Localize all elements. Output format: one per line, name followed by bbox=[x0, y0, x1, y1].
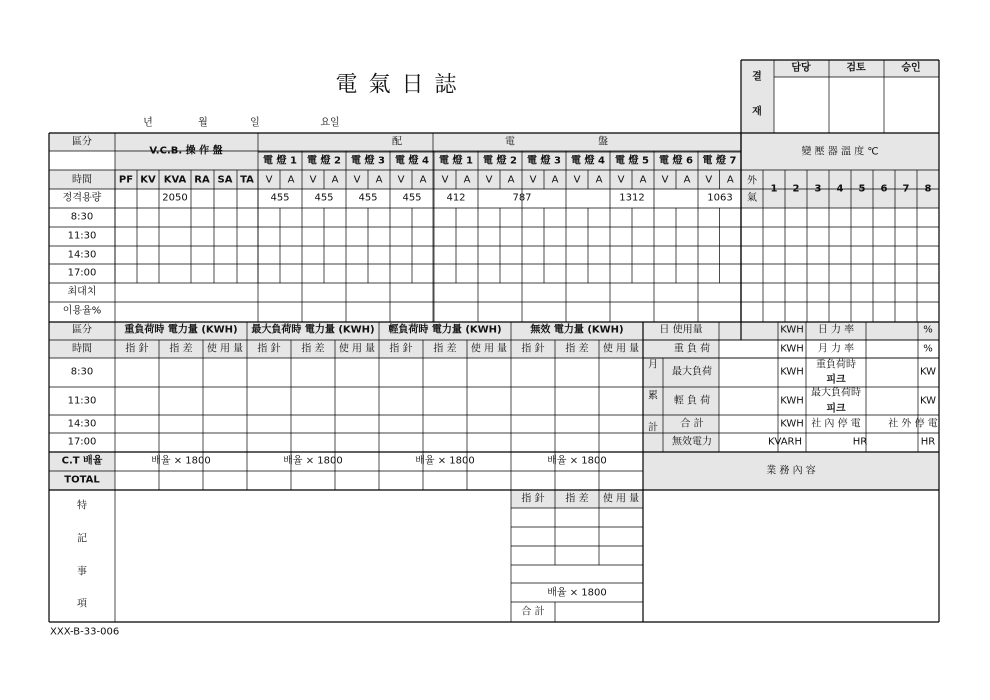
ct-multiplier-3: 배율 × 1800 bbox=[415, 455, 475, 467]
distribution-char-1: 配 bbox=[392, 136, 402, 148]
sub-col-3-1: 指 差 bbox=[565, 343, 589, 355]
notes-char-4: 項 bbox=[77, 598, 87, 610]
rated-panel-5: 412 bbox=[446, 192, 466, 204]
approval-label-2: 재 bbox=[752, 106, 762, 118]
ampere-col: A bbox=[419, 174, 427, 186]
sub-col-2-0: 指 針 bbox=[389, 343, 413, 355]
division-label: 區分 bbox=[72, 136, 92, 148]
item-light: 輕 負 荷 bbox=[673, 395, 711, 407]
sub-col-2-2: 使 用 量 bbox=[470, 343, 508, 355]
panel-label-3: 電 燈 3 bbox=[351, 155, 385, 167]
work-content-header: 業 務 內 容 bbox=[766, 465, 816, 477]
peak-label-2: 피크 bbox=[826, 403, 846, 415]
unit-pct-0: % bbox=[923, 324, 933, 336]
peak-label-1: 피크 bbox=[826, 374, 846, 386]
temp-col-5: 5 bbox=[858, 183, 866, 195]
rated-panel-1: 455 bbox=[270, 192, 290, 204]
panel-label-5: 電 燈 1 bbox=[439, 155, 473, 167]
rated-panel-6: 787 bbox=[512, 192, 532, 204]
top-row-label-0: 정격용량 bbox=[62, 192, 102, 204]
unit-pct-1: % bbox=[923, 343, 933, 355]
month-cum-char-1: 月 bbox=[648, 359, 658, 371]
monthly-pf-label: 月 力 率 bbox=[817, 343, 855, 355]
unit-hr-1: HR bbox=[852, 436, 868, 448]
notes-sub-col-0: 指 針 bbox=[521, 493, 545, 505]
time-label: 時間 bbox=[72, 174, 92, 186]
vcb-col-4: SA bbox=[217, 174, 233, 186]
vcb-col-2: KVA bbox=[163, 174, 187, 186]
top-row-label-4: 17:00 bbox=[67, 267, 97, 279]
total-label: TOTAL bbox=[64, 474, 100, 486]
unit-kwh-0: KWH bbox=[780, 324, 804, 336]
panel-label-4: 電 燈 4 bbox=[395, 155, 429, 167]
top-row-label-6: 이용율% bbox=[62, 305, 102, 317]
rated-panel-4: 455 bbox=[402, 192, 422, 204]
temp-col-8: 8 bbox=[924, 183, 932, 195]
ampere-col: A bbox=[726, 174, 734, 186]
vcb-col-0: PF bbox=[118, 174, 134, 186]
voltage-col: V bbox=[265, 174, 273, 186]
peak-heavy-label: 重負荷時 bbox=[816, 359, 856, 371]
date-month-label: 월 bbox=[198, 117, 208, 129]
ampere-col: A bbox=[683, 174, 691, 186]
ct-multiplier-4: 배율 × 1800 bbox=[547, 455, 607, 467]
peak-max-label: 最大負荷時 bbox=[811, 387, 861, 399]
bottom-row-label-2: 14:30 bbox=[67, 418, 97, 430]
form-code: XXX-B-33-006 bbox=[50, 626, 120, 638]
ampere-col: A bbox=[463, 174, 471, 186]
ampere-col: A bbox=[507, 174, 515, 186]
approval-col-1: 담당 bbox=[791, 62, 811, 74]
item-total: 合 計 bbox=[680, 418, 704, 430]
daily-use-label: 日 使用量 bbox=[659, 324, 703, 336]
outside-char-1: 外 bbox=[747, 175, 757, 187]
panel-label-6: 電 燈 2 bbox=[483, 155, 517, 167]
approval-col-2: 검토 bbox=[846, 62, 866, 74]
item-heavy: 重 負 荷 bbox=[673, 343, 711, 355]
unit-kw-1: KW bbox=[919, 366, 937, 378]
temp-col-3: 3 bbox=[814, 183, 822, 195]
ampere-col: A bbox=[551, 174, 559, 186]
unit-kw-2: KW bbox=[919, 395, 937, 407]
rated-panel-7: 1312 bbox=[619, 192, 645, 204]
item-reactive: 無效電力 bbox=[672, 436, 712, 448]
voltage-col: V bbox=[573, 174, 581, 186]
unit-hr-2: HR bbox=[920, 436, 936, 448]
external-outage-label: 社 外 停 電 bbox=[888, 418, 938, 430]
ct-multiplier-2: 배율 × 1800 bbox=[283, 455, 343, 467]
energy-group-1: 重負荷時 電力量 (KWH) bbox=[124, 324, 238, 336]
rated-panel-2: 455 bbox=[314, 192, 334, 204]
bottom-row-label-0: 8:30 bbox=[70, 366, 94, 378]
outside-char-2: 氣 bbox=[747, 192, 757, 204]
vcb-header: V.C.B. 操 作 盤 bbox=[149, 145, 223, 157]
panel-label-2: 電 燈 2 bbox=[307, 155, 341, 167]
voltage-col: V bbox=[397, 174, 405, 186]
rated-panel-8: 1063 bbox=[707, 192, 733, 204]
unit-kwh-1: KWH bbox=[780, 343, 804, 355]
energy-group-3: 輕負荷時 電力量 (KWH) bbox=[388, 324, 502, 336]
voltage-col: V bbox=[617, 174, 625, 186]
temp-col-7: 7 bbox=[902, 183, 910, 195]
ampere-col: A bbox=[331, 174, 339, 186]
notes-sub-col-1: 指 差 bbox=[565, 493, 589, 505]
sub-col-0-1: 指 差 bbox=[169, 343, 193, 355]
notes-multiplier: 배율 × 1800 bbox=[547, 587, 607, 599]
voltage-col: V bbox=[529, 174, 537, 186]
notes-sum-label: 合 計 bbox=[521, 606, 545, 618]
sub-col-0-0: 指 針 bbox=[125, 343, 149, 355]
internal-outage-label: 社 內 停 電 bbox=[811, 418, 861, 430]
rated-panel-3: 455 bbox=[358, 192, 378, 204]
unit-kwh-4: KWH bbox=[780, 418, 804, 430]
daily-pf-label: 日 力 率 bbox=[817, 324, 855, 336]
ampere-col: A bbox=[595, 174, 603, 186]
sub-col-3-2: 使 用 量 bbox=[602, 343, 640, 355]
temp-col-6: 6 bbox=[880, 183, 888, 195]
temp-col-1: 1 bbox=[770, 183, 778, 195]
voltage-col: V bbox=[441, 174, 449, 186]
voltage-col: V bbox=[353, 174, 361, 186]
unit-kwh-2: KWH bbox=[780, 366, 804, 378]
vcb-col-5: TA bbox=[240, 174, 254, 186]
approval-label-1: 결 bbox=[752, 71, 762, 83]
sub-col-3-0: 指 針 bbox=[521, 343, 545, 355]
top-row-label-2: 11:30 bbox=[67, 230, 97, 242]
vcb-col-3: RA bbox=[194, 174, 210, 186]
sub-col-1-1: 指 差 bbox=[301, 343, 325, 355]
distribution-char-3: 盤 bbox=[598, 136, 608, 148]
ampere-col: A bbox=[375, 174, 383, 186]
panel-label-10: 電 燈 6 bbox=[659, 155, 693, 167]
notes-char-2: 記 bbox=[77, 533, 87, 545]
ampere-col: A bbox=[287, 174, 295, 186]
sub-col-2-1: 指 差 bbox=[433, 343, 457, 355]
division-label-2: 區分 bbox=[72, 324, 92, 336]
unit-kwh-3: KWH bbox=[780, 395, 804, 407]
bottom-row-label-1: 11:30 bbox=[67, 395, 97, 407]
ampere-col: A bbox=[639, 174, 647, 186]
bottom-row-label-3: 17:00 bbox=[67, 436, 97, 448]
date-year-label: 년 bbox=[143, 117, 153, 129]
notes-char-3: 事 bbox=[77, 566, 87, 578]
voltage-col: V bbox=[705, 174, 713, 186]
date-weekday-label: 요일 bbox=[320, 117, 340, 129]
panel-label-1: 電 燈 1 bbox=[263, 155, 297, 167]
notes-char-1: 特 bbox=[77, 500, 87, 512]
top-row-label-5: 최대치 bbox=[67, 286, 97, 298]
transformer-temp-header: 變 壓 器 溫 度 ℃ bbox=[801, 146, 879, 158]
energy-group-4: 無效 電力量 (KWH) bbox=[530, 324, 624, 336]
vcb-col-1: KV bbox=[140, 174, 156, 186]
voltage-col: V bbox=[661, 174, 669, 186]
temp-col-4: 4 bbox=[836, 183, 844, 195]
sub-col-1-0: 指 針 bbox=[257, 343, 281, 355]
top-row-label-1: 8:30 bbox=[70, 211, 94, 223]
form-title: 電 氣 日 誌 bbox=[335, 72, 459, 98]
distribution-char-2: 電 bbox=[505, 136, 515, 148]
ct-multiplier-1: 배율 × 1800 bbox=[151, 455, 211, 467]
time-label-2: 時間 bbox=[72, 343, 92, 355]
sub-col-0-2: 使 用 量 bbox=[206, 343, 244, 355]
month-cum-char-2: 累 bbox=[648, 390, 658, 402]
panel-label-9: 電 燈 5 bbox=[615, 155, 649, 167]
energy-group-2: 最大負荷時 電力量 (KWH) bbox=[251, 324, 375, 336]
panel-label-7: 電 燈 3 bbox=[527, 155, 561, 167]
unit-kvarh: KVARH bbox=[767, 436, 803, 448]
sub-col-1-2: 使 用 量 bbox=[338, 343, 376, 355]
top-row-label-3: 14:30 bbox=[67, 249, 97, 261]
temp-col-2: 2 bbox=[792, 183, 800, 195]
ct-ratio-label: C.T 배율 bbox=[61, 455, 103, 467]
month-cum-char-3: 計 bbox=[648, 422, 658, 434]
approval-col-3: 승인 bbox=[901, 62, 921, 74]
voltage-col: V bbox=[309, 174, 317, 186]
date-day-label: 일 bbox=[250, 117, 260, 129]
rated-kva: 2050 bbox=[162, 192, 188, 204]
panel-label-11: 電 燈 7 bbox=[702, 155, 737, 167]
notes-sub-col-2: 使 用 量 bbox=[602, 493, 640, 505]
item-max: 最大負荷 bbox=[672, 366, 712, 378]
voltage-col: V bbox=[485, 174, 493, 186]
panel-label-8: 電 燈 4 bbox=[571, 155, 605, 167]
